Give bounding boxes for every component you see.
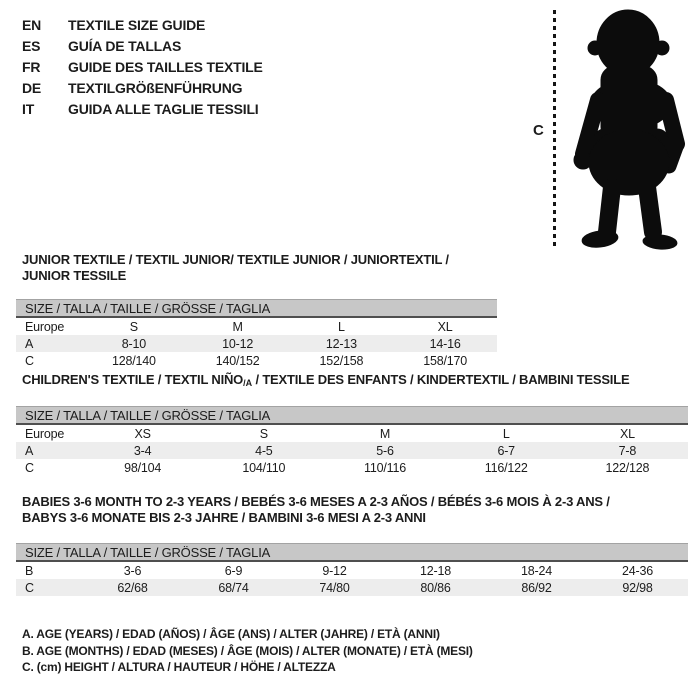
lang-row-de — [22, 77, 263, 98]
table-row-europe — [16, 425, 688, 442]
junior-textile-table — [16, 252, 497, 369]
row-label: A — [25, 443, 34, 458]
size-header-band: SIZE / TALLA / TAILLE / GRÖSSE / TAGLIA — [16, 543, 688, 562]
lang-row-es — [22, 35, 263, 56]
lang-code: FR — [22, 58, 41, 75]
table-cell: 86/92 — [521, 580, 552, 595]
row-label: Europe — [25, 426, 65, 441]
table-row-age-years — [16, 442, 688, 459]
table-row-height-cm — [16, 459, 688, 476]
table-cell: 62/68 — [117, 580, 148, 595]
table-cell: L — [337, 319, 345, 334]
table-cell: 6-9 — [224, 563, 243, 578]
lang-code: EN — [22, 16, 42, 33]
row-label: C — [25, 353, 34, 368]
size-header-band: SIZE / TALLA / TAILLE / GRÖSSE / TAGLIA — [16, 406, 688, 425]
table-cell: 14-16 — [429, 336, 461, 351]
table-row-age-years — [16, 335, 497, 352]
table-cell: 10-12 — [222, 336, 254, 351]
height-measure-dashed-line — [553, 10, 556, 248]
lang-label: TEXTILGRÖßENFÜHRUNG — [68, 79, 243, 96]
table-cell: 104/110 — [242, 460, 286, 475]
table-cell: 80/86 — [420, 580, 451, 595]
lang-code: IT — [22, 100, 35, 117]
lang-label: GUIDE DES TAILLES TEXTILE — [68, 58, 263, 75]
lang-label: TEXTILE SIZE GUIDE — [68, 16, 206, 33]
title-subscript: /A — [243, 378, 253, 388]
table-cell: 140/152 — [215, 353, 260, 368]
lang-label: GUÍA DE TALLAS — [68, 37, 182, 54]
table-cell: XS — [134, 426, 151, 441]
footnote-b-age-months: B. AGE (MONTHS) / EDAD (MESES) / ÂGE (MOIS) / ALTER (MONATE) / ETÀ (MESI) — [22, 643, 473, 658]
size-header-band: SIZE / TALLA / TAILLE / GRÖSSE / TAGLIA — [16, 299, 497, 318]
table-title: JUNIOR TEXTILE / TEXTIL JUNIOR/ TEXTILE JUNIOR / JUNIORTEXTIL / JUNIOR TESSILE — [22, 252, 449, 283]
lang-row-fr — [22, 56, 263, 77]
row-label: C — [25, 580, 34, 595]
table-cell: L — [502, 426, 510, 441]
children-textile-table — [16, 372, 688, 476]
table-cell: 116/122 — [484, 460, 528, 475]
footnote-a-age-years: A. AGE (YEARS) / EDAD (AÑOS) / ÂGE (ANS) / ALTER (JAHRE) / ETÀ (ANNI) — [22, 627, 440, 641]
footnotes — [22, 626, 473, 676]
table-cell: 74/80 — [319, 580, 350, 595]
footnote-c-height: C. (cm) HEIGHT / ALTURA / HAUTEUR / HÖHE / ALTEZZA — [22, 660, 336, 674]
table-cell: 152/158 — [319, 353, 364, 368]
table-row-height-cm — [16, 352, 497, 369]
table-cell: 158/170 — [423, 353, 468, 368]
table-cell: 128/140 — [111, 353, 156, 368]
lang-code: ES — [22, 37, 41, 54]
table-title — [22, 372, 688, 391]
table-cell: 9-12 — [322, 563, 347, 578]
table-cell: S — [259, 426, 268, 441]
table-row-age-months — [16, 562, 688, 579]
table-row-height-cm — [16, 579, 688, 596]
table-cell: XL — [619, 426, 635, 441]
height-figure — [525, 4, 700, 254]
table-cell: 5-6 — [376, 443, 394, 458]
table-cell: 24-36 — [622, 563, 653, 578]
table-cell: 3-4 — [133, 443, 152, 458]
measure-label-c: C — [533, 122, 544, 139]
table-cell: 4-5 — [255, 443, 273, 458]
language-list — [22, 14, 263, 119]
title-post: / TEXTILE DES ENFANTS / KINDERTEXTIL / BAMBINI TESSILE — [252, 372, 630, 387]
table-cell: 98/104 — [124, 460, 162, 475]
table-cell: 12-18 — [420, 563, 451, 578]
table-cell: 8-10 — [121, 336, 146, 351]
row-label: A — [25, 336, 34, 351]
table-cell: 18-24 — [521, 563, 552, 578]
table-cell: XL — [437, 319, 453, 334]
lang-label: GUIDA ALLE TAGLIE TESSILI — [68, 100, 259, 117]
lang-row-it — [22, 98, 263, 119]
table-cell: 7-8 — [618, 443, 637, 458]
table-title — [22, 494, 688, 526]
table-cell: 3-6 — [123, 563, 142, 578]
table-cell: 68/74 — [218, 580, 249, 595]
title-line-2: BABYS 3-6 MONATE BIS 2-3 JAHRE / BAMBINI 3-6 MESI A 2-3 ANNI — [22, 510, 426, 525]
title-pre: CHILDREN'S TEXTILE / TEXTIL NIÑO — [22, 372, 244, 387]
lang-code: DE — [22, 79, 42, 96]
table-cell: 12-13 — [325, 336, 357, 351]
title-line-1: BABIES 3-6 MONTH TO 2-3 YEARS / BEBÉS 3-6 MESES A 2-3 AÑOS / BÉBÉS 3-6 MOIS À 2-3 ANS / — [22, 494, 610, 509]
standing-baby-silhouette-icon — [567, 4, 699, 252]
row-label: B — [25, 563, 34, 578]
table-cell: 110/116 — [364, 460, 406, 475]
row-label: Europe — [25, 319, 65, 334]
table-cell: 122/128 — [605, 460, 650, 475]
table-cell: M — [379, 426, 391, 441]
table-cell: 92/98 — [622, 580, 653, 595]
lang-row-en — [22, 14, 263, 35]
table-cell: 6-7 — [497, 443, 515, 458]
babies-textile-table — [16, 494, 688, 596]
row-label: C — [25, 460, 34, 475]
table-row-europe — [16, 318, 497, 335]
table-cell: M — [232, 319, 243, 334]
table-cell: S — [129, 319, 138, 334]
